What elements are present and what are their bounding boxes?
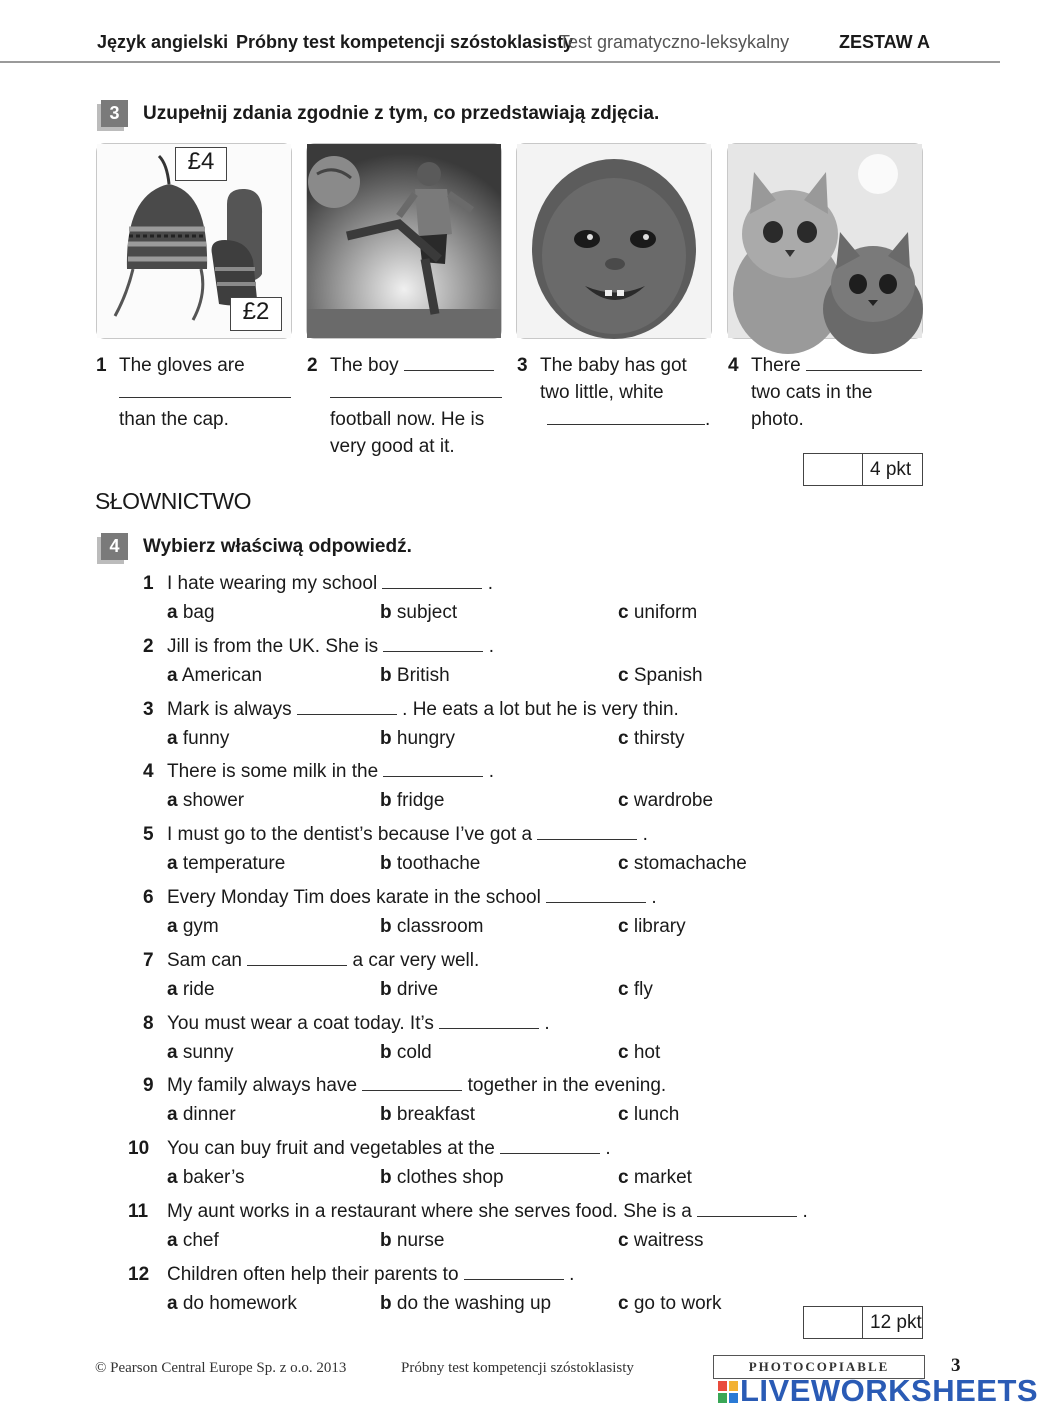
option-text: waitress [633, 1230, 704, 1251]
answer-blank[interactable] [697, 1201, 797, 1217]
question-text [167, 573, 493, 595]
option-a[interactable]: a baker’s [167, 1167, 245, 1188]
option-text: uniform [633, 602, 698, 623]
option-text: chef [182, 1230, 219, 1251]
question-text [167, 1138, 611, 1160]
liveworksheets-watermark [718, 1373, 1038, 1409]
option-c[interactable]: c Spanish [618, 665, 703, 686]
option-text: lunch [633, 1104, 680, 1125]
score-label: 4 pkt [870, 459, 912, 480]
question-text-before: My aunt works in a restaurant where she serves food. She is a [167, 1201, 692, 1222]
answer-blank[interactable] [247, 950, 347, 966]
option-c[interactable]: c thirsty [618, 728, 685, 749]
option-text: funny [182, 728, 230, 749]
option-a[interactable]: a do homework [167, 1293, 297, 1314]
option-c[interactable]: c market [618, 1167, 692, 1188]
item-text: The boy [330, 355, 399, 376]
option-c[interactable]: c hot [618, 1042, 661, 1063]
option-a[interactable]: a temperature [167, 853, 286, 874]
option-text: American [181, 665, 263, 686]
photocopiable-label: PHOTOCOPIABLE [713, 1355, 925, 1379]
question-text [167, 950, 479, 972]
option-text: gym [182, 916, 219, 937]
question-text-after: . [642, 824, 648, 845]
question-number: 8 [143, 1013, 154, 1034]
question-text [167, 887, 657, 909]
answer-blank[interactable] [546, 887, 646, 903]
option-a[interactable]: a bag [167, 602, 215, 623]
question-text-before: Mark is always [167, 699, 292, 720]
exercise-4-score-box[interactable] [803, 1306, 923, 1339]
exercise-3-instruction: Uzupełnij zdania zgodnie z tym, co przedstawiają zdjęcia. [143, 103, 660, 124]
section-title: SŁOWNICTWO [95, 488, 251, 514]
exercise-4-instruction: Wybierz właściwą odpowiedź. [143, 536, 412, 557]
question-number: 12 [128, 1264, 150, 1285]
question-text-after: . [569, 1264, 575, 1285]
question-number: 6 [143, 887, 154, 908]
answer-blank[interactable] [362, 1075, 462, 1091]
item-number: 4 [728, 355, 739, 376]
question-number: 2 [143, 636, 154, 657]
header-set: ZESTAW A [839, 32, 930, 52]
header-test-name: Próbny test kompetencji szóstoklasisty [236, 32, 574, 52]
question-text-after: . He eats a lot but he is very thin. [402, 699, 679, 720]
option-b[interactable]: b hungry [380, 728, 455, 749]
question-text [167, 1264, 574, 1286]
question-text-before: I hate wearing my school [167, 573, 378, 594]
question-text-before: Children often help their parents to [167, 1264, 459, 1285]
option-text: drive [396, 979, 439, 1000]
question-text-before: You must wear a coat today. It’s [167, 1013, 434, 1034]
option-text: subject [396, 602, 458, 623]
item-text: . [705, 409, 711, 430]
option-text: British [396, 665, 450, 686]
page-number: 3 [951, 1355, 961, 1376]
option-text: hungry [396, 728, 455, 749]
answer-blank[interactable] [297, 699, 397, 715]
option-c[interactable]: c library [618, 916, 686, 937]
option-b[interactable]: b clothes shop [380, 1167, 504, 1188]
option-c[interactable]: c go to work [618, 1293, 722, 1314]
option-c[interactable]: c uniform [618, 602, 698, 623]
exercise-4-number: 4 [101, 533, 128, 560]
option-text: sunny [182, 1042, 234, 1063]
option-text: cold [396, 1042, 432, 1063]
question-number: 4 [143, 761, 154, 782]
option-text: library [633, 916, 686, 937]
option-text: dinner [182, 1104, 236, 1125]
watermark-text: LIVEWORKSHEETS [740, 1373, 1038, 1408]
option-c[interactable]: c wardrobe [618, 790, 714, 811]
option-c[interactable]: c lunch [618, 1104, 680, 1125]
option-text: market [633, 1167, 692, 1188]
option-b[interactable]: b breakfast [380, 1104, 476, 1125]
option-b[interactable]: b classroom [380, 916, 484, 937]
price-gloves: £2 [230, 297, 282, 331]
price-cap: £4 [175, 147, 227, 181]
option-a[interactable]: a gym [167, 916, 219, 937]
question-text-before: You can buy fruit and vegetables at the [167, 1138, 495, 1159]
answer-blank[interactable] [383, 761, 483, 777]
question-text-before: There is some milk in the [167, 761, 379, 782]
item-text: There [751, 355, 801, 376]
option-text: do the washing up [396, 1293, 552, 1314]
option-c[interactable]: c fly [618, 979, 653, 1000]
question-text-before: I must go to the dentist’s because I’ve got a [167, 824, 533, 845]
option-c[interactable]: c stomachache [618, 853, 747, 874]
option-b[interactable]: b cold [380, 1042, 432, 1063]
option-text: Spanish [633, 665, 703, 686]
option-b[interactable]: b subject [380, 602, 458, 623]
option-b[interactable]: b fridge [380, 790, 445, 811]
option-b[interactable]: b drive [380, 979, 439, 1000]
question-text-after: . [544, 1013, 550, 1034]
question-number: 5 [143, 824, 154, 845]
question-text [167, 761, 494, 783]
liveworksheets-logo-icon [718, 1375, 738, 1397]
option-text: fly [633, 979, 653, 1000]
footer-copyright: © Pearson Central Europe Sp. z o.o. 2013 [95, 1360, 347, 1376]
question-number: 7 [143, 950, 154, 971]
item-text: two little, white [540, 382, 664, 403]
option-b[interactable]: b nurse [380, 1230, 445, 1251]
question-text-before: Sam can [167, 950, 242, 971]
option-b[interactable]: b toothache [380, 853, 481, 874]
question-text-before: My family always have [167, 1075, 358, 1096]
option-text: temperature [182, 853, 286, 874]
question-text-after: a car very well. [352, 950, 480, 971]
question-text [167, 1075, 666, 1097]
option-text: nurse [396, 1230, 445, 1251]
exercise-3-number: 3 [101, 100, 128, 127]
question-text-after: . [605, 1138, 611, 1159]
option-a[interactable]: a dinner [167, 1104, 236, 1125]
item-text: two cats in the [751, 382, 873, 403]
answer-blank[interactable] [500, 1138, 600, 1154]
question-text [167, 1201, 808, 1223]
question-text [167, 1013, 550, 1035]
option-text: hot [633, 1042, 661, 1063]
option-text: go to work [633, 1293, 722, 1314]
option-text: baker’s [182, 1167, 245, 1188]
item-number: 2 [307, 355, 318, 376]
footer-test-name: Próbny test kompetencji szóstoklasisty [401, 1360, 634, 1376]
option-b[interactable]: b British [380, 665, 450, 686]
option-a[interactable]: a funny [167, 728, 230, 749]
header-subject: Język angielski [97, 32, 229, 52]
option-text: do homework [182, 1293, 297, 1314]
question-number: 11 [128, 1201, 149, 1222]
answer-blank[interactable] [439, 1013, 539, 1029]
question-text-after: . [488, 761, 495, 782]
option-a[interactable]: a shower [167, 790, 245, 811]
question-number: 9 [143, 1075, 154, 1096]
option-text: clothes shop [396, 1167, 504, 1188]
item-text: photo. [751, 409, 804, 430]
option-text: stomachache [633, 853, 747, 874]
option-a[interactable]: a ride [167, 979, 215, 1000]
answer-blank[interactable] [537, 824, 637, 840]
option-text: toothache [396, 853, 481, 874]
question-text [167, 824, 648, 846]
question-number: 10 [128, 1138, 150, 1159]
option-a[interactable]: a American [167, 665, 263, 686]
answer-blank[interactable] [382, 573, 482, 589]
option-text: ride [182, 979, 215, 1000]
question-number: 3 [143, 699, 154, 720]
question-text-after: . [802, 1201, 808, 1222]
answer-blank[interactable] [464, 1264, 564, 1280]
question-text-after: . [488, 636, 495, 657]
item-number: 3 [517, 355, 528, 376]
option-a[interactable]: a chef [167, 1230, 219, 1251]
item-text: The gloves are [119, 355, 245, 376]
option-text: shower [182, 790, 245, 811]
question-text-before: Jill is from the UK. She is [167, 636, 379, 657]
header-test-type: Test gramatyczno-leksykalny [559, 32, 790, 52]
answer-blank[interactable] [383, 636, 483, 652]
item-text: than the cap. [119, 409, 229, 430]
option-text: thirsty [633, 728, 685, 749]
option-text: bag [182, 602, 215, 623]
option-c[interactable]: c waitress [618, 1230, 704, 1251]
item-text: football now. He is [330, 409, 485, 430]
question-text-after: . [651, 887, 657, 908]
option-a[interactable]: a sunny [167, 1042, 234, 1063]
item-text: very good at it. [330, 436, 455, 457]
option-text: wardrobe [633, 790, 714, 811]
question-text-after: together in the evening. [467, 1075, 667, 1096]
option-text: breakfast [396, 1104, 476, 1125]
question-number: 1 [143, 573, 154, 594]
item-number: 1 [96, 355, 107, 376]
option-text: classroom [396, 916, 484, 937]
question-text-after: . [487, 573, 494, 594]
score-label: 12 pkt [870, 1312, 922, 1333]
option-b[interactable]: b do the washing up [380, 1293, 552, 1314]
question-text [167, 699, 679, 721]
item-text: The baby has got [540, 355, 687, 376]
option-text: fridge [396, 790, 445, 811]
question-text [167, 636, 494, 658]
question-text-before: Every Monday Tim does karate in the school [167, 887, 541, 908]
